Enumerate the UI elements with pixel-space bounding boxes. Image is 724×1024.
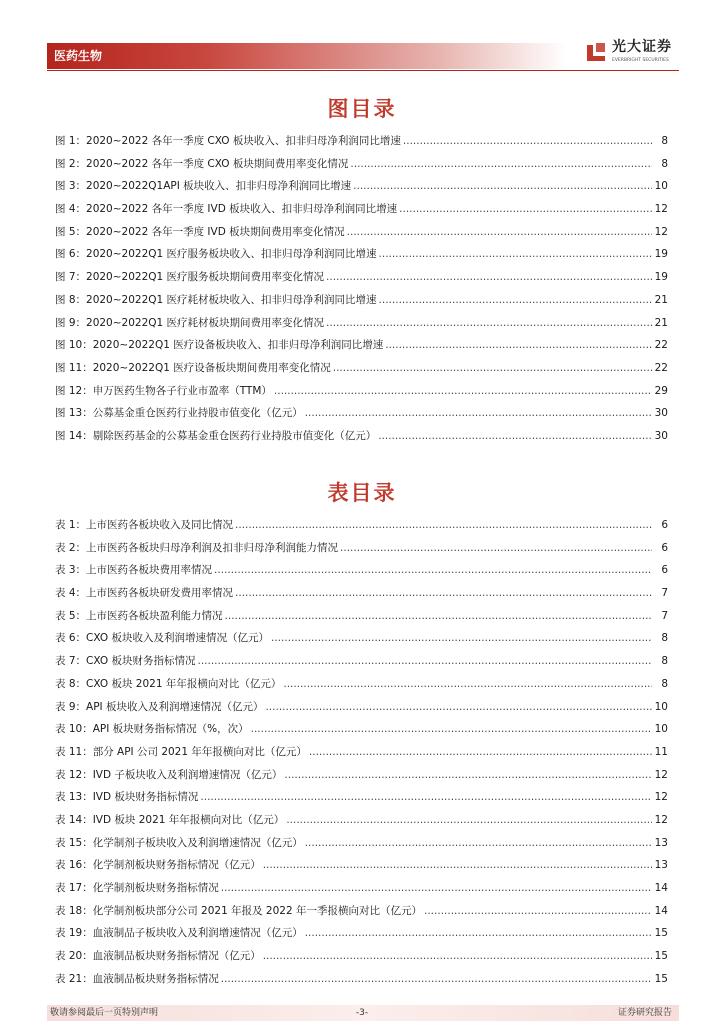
toc-entry-label: 表 21：血液制品板块财务指标情况 (55, 972, 219, 985)
toc-leader-dots (225, 605, 652, 628)
toc-entry-page: 8 (661, 135, 668, 147)
toc-entry-page: 19 (654, 271, 668, 284)
toc-leader-dots (221, 968, 652, 991)
toc-entry-label: 表 2：上市医药各板块归母净利润及扣非归母净利润能力情况 (55, 541, 339, 554)
toc-entry[interactable] (55, 357, 668, 380)
toc-entry-label: 图 6：2020~2022Q1 医疗服务板块收入、扣非归母净利润同比增速 (55, 248, 377, 261)
toc-leader-dots (263, 945, 652, 968)
toc-entry-label: 图 13：公募基金重仓医药行业持股市值变化（亿元） (55, 407, 303, 420)
header-bar (47, 43, 567, 69)
toc-entry-label: 表 15：化学制剂子板块收入及利润增速情况（亿元） (55, 836, 303, 849)
toc-entry[interactable] (55, 175, 668, 198)
toc-entry[interactable] (55, 402, 668, 425)
toc-entry-label: 图 9：2020~2022Q1 医疗耗材板块期间费用率变化情况 (55, 316, 325, 329)
toc-entry[interactable] (55, 877, 668, 900)
toc-leader-dots (305, 922, 652, 945)
toc-entry-page: 19 (654, 248, 668, 261)
footer-disclaimer: 敬请参阅最后一页特别声明 (50, 1008, 159, 1018)
toc-entry-label: 表 17：化学制剂板块财务指标情况 (55, 882, 219, 894)
toc-entry-label: 表 4：上市医药各板块研发费用率情况 (55, 587, 234, 600)
logo-name: 光大证券 (612, 39, 672, 55)
toc-entry-page: 6 (661, 519, 668, 531)
toc-entry[interactable] (55, 673, 668, 696)
logo-mark-icon (583, 39, 609, 65)
toc-entry-label: 表 5：上市医药各板块盈利能力情况 (55, 609, 223, 622)
toc-entry[interactable] (55, 764, 668, 787)
toc-leader-dots (286, 809, 652, 832)
toc-entry-label: 表 11：部分 API 公司 2021 年年报横向对比（亿元） (55, 745, 307, 758)
toc-entry-label: 表 20：血液制品板块财务指标情况（亿元） (55, 950, 261, 963)
toc-entry-label: 表 9：API 板块收入及利润增速情况（亿元） (55, 700, 264, 713)
toc-leader-dots (326, 312, 652, 335)
toc-entry-page: 12 (654, 768, 668, 781)
toc-entry[interactable] (55, 266, 668, 289)
toc-entry[interactable] (55, 559, 668, 582)
toc-entry[interactable] (55, 945, 668, 968)
toc-leader-dots (235, 514, 652, 537)
toc-entry-page: 10 (654, 700, 668, 713)
toc-entry-label: 图 2：2020~2022 各年一季度 CXO 板块期间费用率变化情况 (55, 157, 349, 170)
toc-entry-page: 22 (654, 361, 668, 374)
toc-leader-dots (353, 175, 652, 198)
toc-entry[interactable] (55, 786, 668, 809)
toc-entry-label: 图 14：剔除医药基金的公募基金重仓医药行业持股市值变化（亿元） (55, 429, 377, 442)
toc-entry-page: 10 (654, 180, 668, 193)
tables-list (55, 514, 668, 990)
toc-entry-page: 30 (654, 407, 668, 420)
toc-entry-page: 8 (661, 632, 668, 645)
toc-leader-dots (309, 741, 652, 764)
toc-entry[interactable] (55, 243, 668, 266)
toc-entry-label: 图 8：2020~2022Q1 医疗耗材板块收入、扣非归母净利润同比增速 (55, 293, 377, 306)
figures-list (55, 130, 668, 448)
toc-entry[interactable] (55, 968, 668, 991)
toc-entry[interactable] (55, 380, 668, 403)
toc-entry-label: 表 14：IVD 板块 2021 年年报横向对比（亿元） (55, 813, 285, 826)
toc-entry-label: 表 10：API 板块财务指标情况（%，次） (55, 723, 249, 736)
toc-entry-page: 21 (654, 293, 668, 306)
toc-entry[interactable] (55, 832, 668, 855)
toc-leader-dots (305, 832, 652, 855)
toc-entry[interactable] (55, 582, 668, 605)
toc-leader-dots (378, 425, 652, 448)
toc-leader-dots (399, 198, 652, 221)
toc-leader-dots (271, 627, 652, 650)
toc-entry-label: 表 19：血液制品子板块收入及利润增速情况（亿元） (55, 927, 303, 940)
toc-entry[interactable] (55, 425, 668, 448)
toc-entry-page: 15 (654, 927, 668, 940)
toc-entry-label: 图 11：2020~2022Q1 医疗设备板块期间费用率变化情况 (55, 361, 331, 374)
toc-entry-page: 8 (661, 655, 668, 668)
toc-leader-dots (424, 900, 652, 923)
toc-entry[interactable] (55, 605, 668, 628)
header-divider (47, 70, 679, 71)
toc-leader-dots (214, 559, 652, 582)
toc-entry-label: 图 10：2020~2022Q1 医疗设备板块收入、扣非归母净利润同比增速 (55, 339, 384, 352)
toc-entry-page: 8 (661, 677, 668, 690)
toc-entry-label: 图 4：2020~2022 各年一季度 IVD 板块收入、扣非归母净利润同比增速 (55, 203, 398, 216)
toc-entry-page: 12 (654, 813, 668, 826)
toc-entry-page: 29 (654, 384, 668, 397)
toc-entry[interactable] (55, 334, 668, 357)
toc-entry-page: 6 (661, 564, 668, 577)
toc-leader-dots (284, 764, 652, 787)
toc-entry-label: 表 8：CXO 板块 2021 年年报横向对比（亿元） (55, 677, 282, 690)
toc-entry[interactable] (55, 922, 668, 945)
toc-leader-dots (379, 289, 652, 312)
toc-entry-label: 图 1：2020~2022 各年一季度 CXO 板块收入、扣非归母净利润同比增速 (55, 135, 401, 147)
toc-entry-page: 7 (661, 587, 668, 600)
toc-leader-dots (403, 130, 652, 153)
toc-leader-dots (200, 786, 652, 809)
page-number: -3- (355, 1008, 369, 1018)
toc-entry-label: 图 12：申万医药生物各子行业市盈率（TTM） (55, 384, 272, 397)
toc-entry[interactable] (55, 718, 668, 741)
toc-entry-page: 12 (654, 203, 668, 216)
toc-leader-dots (221, 877, 652, 900)
toc-entry-page: 8 (661, 157, 668, 170)
toc-entry-label: 表 3：上市医药各板块费用率情况 (55, 564, 213, 577)
toc-entry[interactable] (55, 514, 668, 537)
toc-entry-page: 10 (654, 723, 668, 736)
toc-entry[interactable] (55, 854, 668, 877)
toc-entry-page: 12 (654, 791, 668, 804)
toc-entry-page: 30 (654, 429, 668, 442)
toc-leader-dots (326, 266, 652, 289)
toc-entry-page: 13 (654, 836, 668, 849)
toc-leader-dots (347, 221, 652, 244)
toc-entry-label: 表 6：CXO 板块收入及利润增速情况（亿元） (55, 632, 269, 645)
toc-leader-dots (265, 696, 652, 719)
toc-entry[interactable] (55, 809, 668, 832)
toc-entry-label: 图 5：2020~2022 各年一季度 IVD 板块期间费用率变化情况 (55, 225, 345, 238)
toc-entry-label: 表 13：IVD 板块财务指标情况 (55, 791, 199, 804)
toc-leader-dots (251, 718, 652, 741)
toc-leader-dots (379, 243, 652, 266)
tables-title: 表目录 (327, 481, 397, 505)
brand-logo (583, 37, 679, 71)
toc-leader-dots (340, 537, 652, 560)
toc-entry-label: 表 12：IVD 子板块收入及利润增速情况（亿元） (55, 768, 283, 781)
toc-entry-label: 表 16：化学制剂板块财务指标情况（亿元） (55, 859, 261, 872)
toc-entry-label: 图 3：2020~2022Q1API 板块收入、扣非归母净利润同比增速 (55, 180, 352, 193)
toc-entry-page: 21 (654, 316, 668, 329)
toc-entry-label: 表 1：上市医药各板块收入及同比情况 (55, 519, 234, 531)
header-section-label: 医药生物 (54, 49, 103, 63)
toc-entry[interactable] (55, 221, 668, 244)
toc-entry[interactable] (55, 650, 668, 673)
toc-entry-page: 14 (654, 882, 668, 894)
toc-entry-page: 12 (654, 225, 668, 238)
toc-entry-label: 表 18：化学制剂板块部分公司 2021 年报及 2022 年一季报横向对比（亿元） (55, 904, 422, 917)
toc-entry[interactable] (55, 741, 668, 764)
toc-entry-page: 22 (654, 339, 668, 352)
toc-leader-dots (283, 673, 652, 696)
toc-leader-dots (333, 357, 652, 380)
toc-entry[interactable] (55, 696, 668, 719)
toc-leader-dots (385, 334, 652, 357)
toc-leader-dots (263, 854, 652, 877)
toc-entry-label: 图 7：2020~2022Q1 医疗服务板块期间费用率变化情况 (55, 271, 325, 284)
toc-entry[interactable] (55, 900, 668, 923)
toc-entry[interactable] (55, 153, 668, 176)
toc-entry-page: 15 (654, 950, 668, 963)
toc-entry[interactable] (55, 627, 668, 650)
toc-entry[interactable] (55, 312, 668, 335)
figures-title: 图目录 (327, 97, 397, 121)
toc-entry[interactable] (55, 130, 668, 153)
toc-entry-page: 11 (654, 745, 668, 758)
toc-leader-dots (305, 402, 652, 425)
toc-entry[interactable] (55, 198, 668, 221)
toc-leader-dots (235, 582, 652, 605)
toc-entry-label: 表 7：CXO 板块财务指标情况 (55, 655, 196, 668)
toc-entry[interactable] (55, 289, 668, 312)
toc-leader-dots (197, 650, 652, 673)
toc-entry-page: 6 (661, 541, 668, 554)
toc-entry-page: 13 (654, 859, 668, 872)
toc-entry-page: 7 (661, 609, 668, 622)
logo-tagline: EVERBRIGHT SECURITIES (612, 58, 669, 63)
toc-entry[interactable] (55, 537, 668, 560)
toc-entry-page: 15 (654, 972, 668, 985)
toc-leader-dots (274, 380, 652, 403)
toc-entry-page: 14 (654, 904, 668, 917)
toc-leader-dots (350, 153, 652, 176)
footer-report-type: 证券研究报告 (617, 1008, 672, 1018)
